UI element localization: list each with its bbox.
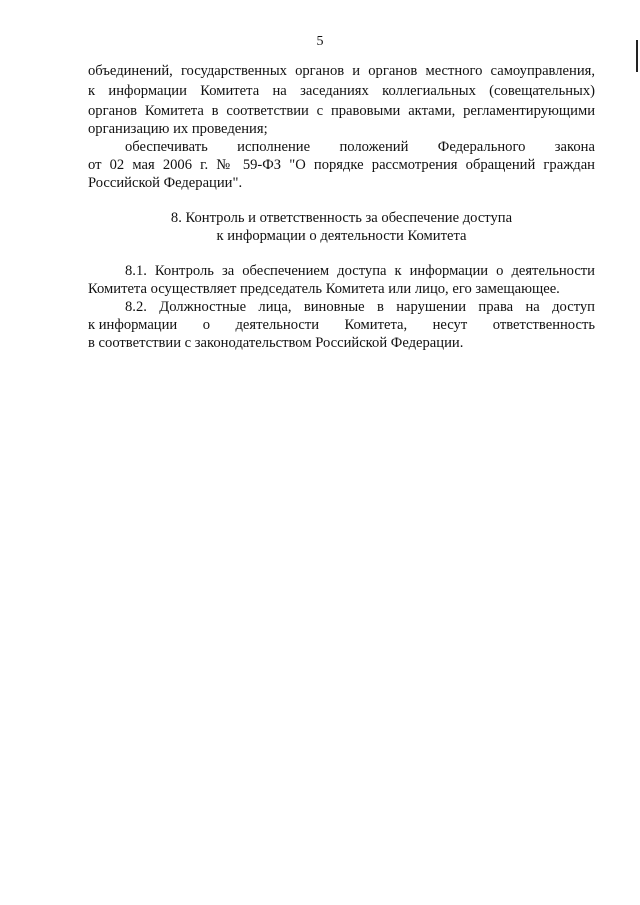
- word: Федерального: [437, 139, 526, 155]
- word: деятельности: [235, 317, 320, 333]
- page-number: 5: [316, 34, 324, 49]
- clause-8-2-line: 8.2. Должностные лица, виновные в нарушении права на доступ: [125, 299, 595, 315]
- word: к информации: [88, 317, 178, 333]
- paragraph-line: [125, 139, 595, 156]
- paragraph-line: органов Комитета в соответствии с правовыми актами, регламентирующими: [88, 103, 595, 119]
- word: исполнение: [237, 139, 311, 155]
- word: о: [202, 317, 211, 333]
- clause-8-2-line: [88, 317, 595, 334]
- clause-8-1-line: 8.1. Контроль за обеспечением доступа к информации о деятельности: [125, 263, 595, 279]
- word: положений: [339, 139, 409, 155]
- word: несут: [432, 317, 468, 333]
- paragraph-line: к информации Комитета на заседаниях коллегиальных (совещательных): [88, 83, 595, 99]
- word: закона: [554, 139, 595, 155]
- clause-8-2-line: в соответствии с законодательством Российской Федерации.: [88, 335, 464, 351]
- page-edge-mark: [636, 40, 638, 72]
- word: ответственность: [492, 317, 595, 333]
- section-heading: к информации о деятельности Комитета: [216, 228, 467, 244]
- paragraph-line: от 02 мая 2006 г. № 59-ФЗ "О порядке рассмотрения обращений граждан: [88, 157, 595, 173]
- paragraph-line: Российской Федерации".: [88, 175, 243, 191]
- word: обеспечивать: [125, 139, 208, 155]
- paragraph-line: объединений, государственных органов и органов местного самоуправления,: [88, 63, 595, 79]
- clause-8-1-line: Комитета осуществляет председатель Комитета или лицо, его замещающее.: [88, 281, 560, 297]
- word: Комитета,: [344, 317, 408, 333]
- paragraph-line: организацию их проведения;: [88, 121, 268, 137]
- section-heading: 8. Контроль и ответственность за обеспечение доступа: [170, 210, 513, 226]
